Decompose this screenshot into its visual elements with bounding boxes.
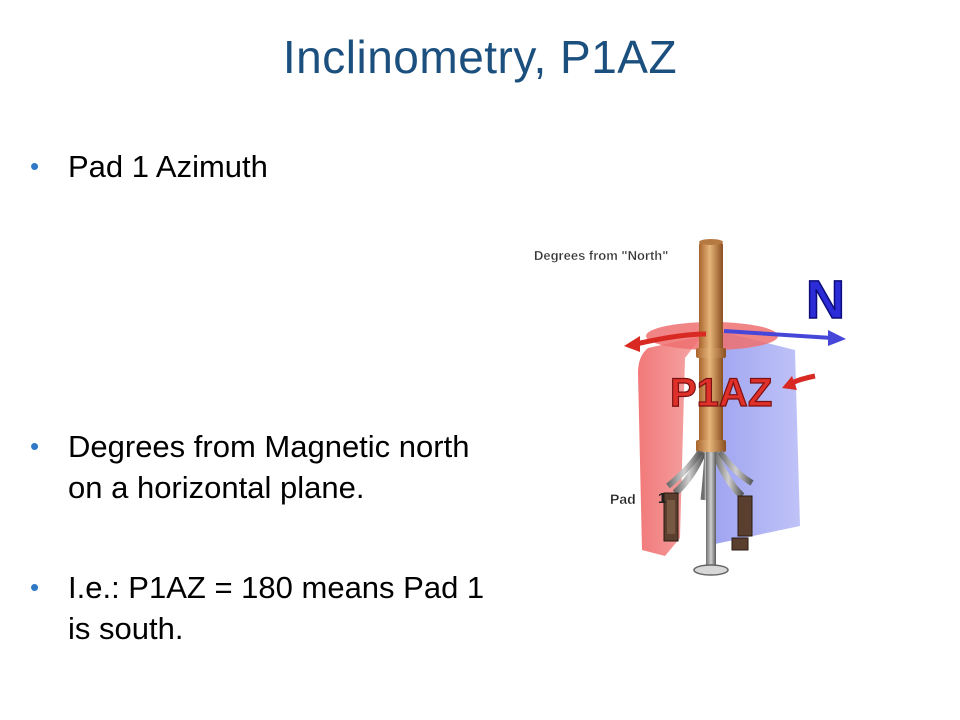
- azimuth-arrowhead: [624, 336, 640, 352]
- slide-title: Inclinometry, P1AZ: [282, 31, 678, 83]
- bullet-marker: •: [30, 151, 40, 181]
- north-arrowhead: [828, 330, 846, 346]
- pad-number: 1: [658, 490, 667, 507]
- tool-bottom: [694, 565, 728, 575]
- angle-label: P1AZ: [670, 371, 773, 415]
- pad-label: Pad: [610, 491, 636, 507]
- diagram-caption: Degrees from "North": [534, 248, 669, 263]
- inclinometry-diagram: [510, 238, 860, 583]
- bullet-text: Degrees from Magnetic north on a horizontal plane.: [68, 429, 470, 505]
- tool-shaft: [699, 242, 723, 452]
- north-label: N: [806, 270, 845, 330]
- pad: [738, 496, 752, 536]
- shaft-collar: [696, 348, 726, 358]
- pad: [732, 538, 748, 550]
- north-plane: [715, 330, 800, 544]
- shaft-collar: [696, 440, 726, 452]
- bullet-text: Pad 1 Azimuth: [68, 149, 268, 184]
- lower-mandrel: [706, 452, 716, 566]
- bullet-text: I.e.: P1AZ = 180 means Pad 1 is south.: [68, 570, 485, 646]
- bullet-marker: •: [30, 572, 40, 602]
- bullet-marker: •: [30, 431, 40, 461]
